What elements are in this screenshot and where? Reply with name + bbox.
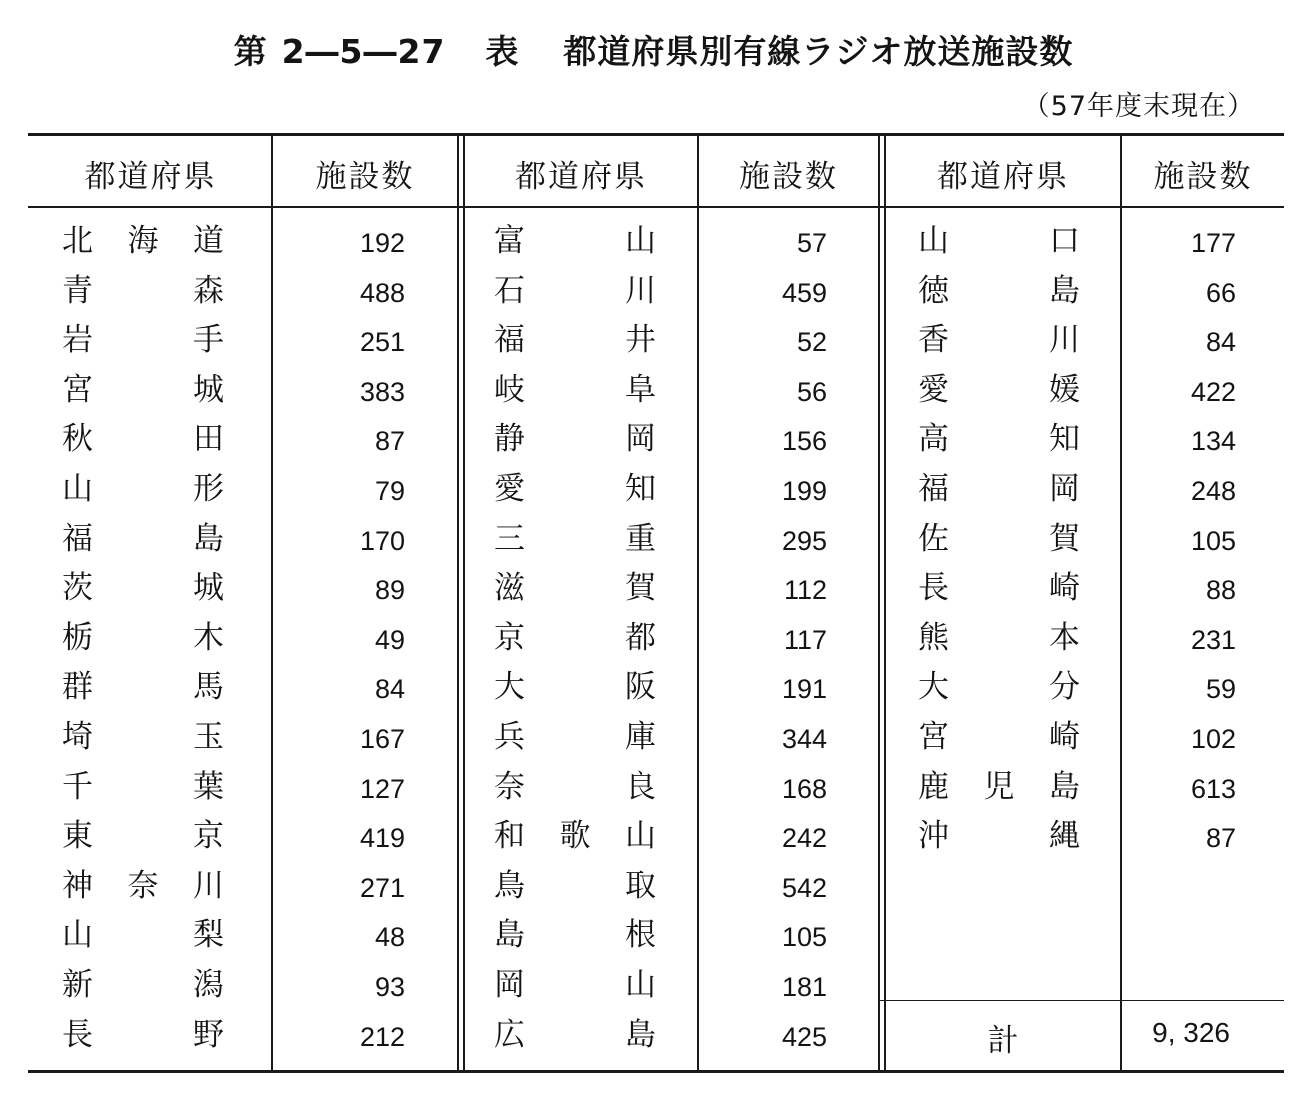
prefecture-name bbox=[62, 915, 224, 955]
facility-count: 248 bbox=[1190, 476, 1236, 506]
group-divider bbox=[878, 136, 880, 1070]
facility-count: 79 bbox=[374, 476, 405, 506]
prefecture-char: 大 bbox=[918, 669, 949, 706]
facility-count: 56 bbox=[796, 376, 827, 407]
prefecture-char: 庫 bbox=[625, 719, 656, 755]
prefecture-char: 取 bbox=[625, 867, 656, 904]
facility-count: 488 bbox=[359, 277, 405, 308]
prefecture-name bbox=[918, 519, 1080, 559]
prefecture-char: 滋 bbox=[494, 570, 525, 607]
prefecture-name bbox=[494, 667, 656, 707]
prefecture-char: 山 bbox=[625, 967, 656, 1003]
prefecture-char: 知 bbox=[625, 471, 656, 507]
prefecture-name bbox=[918, 667, 1080, 707]
col-divider bbox=[271, 136, 273, 1070]
group-divider bbox=[463, 136, 465, 1070]
prefecture-name bbox=[62, 320, 224, 360]
prefecture-name bbox=[918, 469, 1080, 509]
group-divider bbox=[884, 136, 886, 1070]
prefecture-char: 口 bbox=[1049, 223, 1080, 259]
facility-count: 59 bbox=[1205, 674, 1236, 705]
prefecture-char: 阜 bbox=[625, 371, 656, 408]
prefecture-char: 東 bbox=[62, 818, 93, 855]
prefecture-char: 京 bbox=[193, 818, 224, 855]
prefecture-char: 手 bbox=[193, 322, 224, 359]
title-prefix: 第 bbox=[233, 32, 268, 71]
prefecture-char: 島 bbox=[193, 520, 224, 557]
facility-count: 231 bbox=[1190, 624, 1236, 655]
prefecture-name bbox=[918, 568, 1080, 608]
facility-count: 57 bbox=[796, 228, 827, 258]
prefecture-char: 愛 bbox=[494, 471, 525, 507]
prefecture-name bbox=[62, 866, 224, 906]
prefecture-name bbox=[494, 915, 656, 955]
prefecture-char: 崎 bbox=[1049, 719, 1080, 755]
header-prefecture: 都道府県 bbox=[515, 159, 647, 195]
prefecture-char: 重 bbox=[625, 520, 656, 557]
prefecture-char: 山 bbox=[62, 917, 93, 954]
prefecture-name bbox=[494, 469, 656, 509]
prefecture-name bbox=[62, 519, 224, 559]
prefecture-char: 田 bbox=[193, 421, 224, 458]
facility-count: 344 bbox=[781, 724, 827, 754]
facility-count: 105 bbox=[1190, 525, 1236, 556]
facility-count: 117 bbox=[783, 624, 827, 655]
header-prefecture: 都道府県 bbox=[937, 159, 1069, 195]
prefecture-name bbox=[62, 419, 224, 459]
facility-count: 112 bbox=[783, 575, 827, 606]
facility-count: 199 bbox=[781, 476, 827, 506]
prefecture-char: 葉 bbox=[193, 768, 224, 805]
facility-count: 84 bbox=[374, 674, 405, 705]
header-count: 施設数 bbox=[739, 159, 838, 195]
prefecture-char: 徳 bbox=[918, 272, 949, 309]
bottom-rule bbox=[28, 1070, 1284, 1073]
prefecture-char: 北 bbox=[62, 223, 93, 259]
facility-count: 425 bbox=[781, 1021, 827, 1052]
prefecture-char: 和 bbox=[494, 818, 525, 855]
prefecture-name bbox=[918, 419, 1080, 459]
prefecture-char: 鹿 bbox=[918, 768, 949, 805]
prefecture-char: 井 bbox=[625, 322, 656, 359]
prefecture-name bbox=[494, 320, 656, 360]
prefecture-char: 本 bbox=[1049, 619, 1080, 656]
prefecture-name bbox=[494, 965, 656, 1005]
prefecture-char: 鳥 bbox=[494, 867, 525, 904]
total-value: 9, 326 bbox=[1152, 1017, 1230, 1048]
facility-count: 66 bbox=[1205, 277, 1236, 308]
prefecture-char: 歌 bbox=[559, 818, 591, 855]
prefecture-char: 形 bbox=[193, 471, 224, 507]
facility-count: 242 bbox=[781, 823, 827, 854]
prefecture-char: 佐 bbox=[918, 520, 949, 557]
facility-count: 192 bbox=[359, 228, 405, 258]
prefecture-name bbox=[918, 816, 1080, 856]
prefecture-char: 岩 bbox=[62, 322, 93, 359]
prefecture-name bbox=[494, 370, 656, 410]
facility-count: 168 bbox=[781, 773, 827, 804]
prefecture-name bbox=[494, 271, 656, 311]
prefecture-char: 根 bbox=[625, 917, 656, 954]
facility-count: 212 bbox=[359, 1021, 405, 1052]
facility-count: 87 bbox=[374, 426, 405, 457]
prefecture-name bbox=[62, 370, 224, 410]
facility-count: 134 bbox=[1190, 426, 1236, 457]
prefecture-name bbox=[62, 1015, 224, 1055]
prefecture-name bbox=[918, 370, 1080, 410]
prefecture-char: 高 bbox=[918, 421, 949, 458]
prefecture-char: 知 bbox=[1049, 421, 1080, 458]
prefecture-char: 児 bbox=[983, 768, 1015, 805]
prefecture-char: 川 bbox=[625, 272, 656, 309]
prefecture-char: 大 bbox=[494, 669, 525, 706]
prefecture-char: 島 bbox=[625, 1016, 656, 1053]
facility-count: 102 bbox=[1190, 724, 1236, 754]
prefecture-char: 神 bbox=[62, 867, 93, 904]
facility-count: 88 bbox=[1205, 575, 1236, 606]
prefecture-name bbox=[494, 618, 656, 658]
prefecture-char: 城 bbox=[193, 570, 224, 607]
prefecture-char: 岡 bbox=[625, 421, 656, 458]
header-prefecture: 都道府県 bbox=[84, 159, 217, 195]
prefecture-name bbox=[494, 221, 656, 261]
prefecture-name bbox=[494, 519, 656, 559]
facility-count: 459 bbox=[781, 277, 827, 308]
prefecture-name bbox=[494, 568, 656, 608]
prefecture-char: 道 bbox=[193, 223, 224, 259]
facility-count: 251 bbox=[359, 327, 405, 358]
prefecture-char: 石 bbox=[494, 272, 525, 309]
facility-count: 52 bbox=[796, 327, 827, 358]
facility-count: 181 bbox=[781, 972, 827, 1002]
prefecture-char: 広 bbox=[494, 1016, 525, 1053]
facility-count: 422 bbox=[1190, 376, 1236, 407]
facility-count: 170 bbox=[359, 525, 405, 556]
prefecture-char: 愛 bbox=[918, 371, 949, 408]
prefecture-char: 奈 bbox=[127, 867, 159, 904]
facility-count: 542 bbox=[781, 872, 827, 903]
header-rule bbox=[28, 206, 1284, 208]
prefecture-name bbox=[62, 816, 224, 856]
title-text: 都道府県別有線ラジオ放送施設数 bbox=[563, 32, 1074, 71]
prefecture-name bbox=[918, 271, 1080, 311]
prefecture-char: 奈 bbox=[494, 768, 525, 805]
prefecture-char: 川 bbox=[193, 867, 224, 904]
prefecture-name bbox=[494, 767, 656, 807]
facility-count: 191 bbox=[781, 674, 827, 705]
total-label: 計 bbox=[987, 1023, 1019, 1059]
prefecture-name bbox=[494, 816, 656, 856]
prefecture-char: 宮 bbox=[62, 371, 93, 408]
prefecture-name bbox=[494, 1015, 656, 1055]
prefecture-char: 千 bbox=[62, 768, 93, 805]
facility-count: 156 bbox=[781, 426, 827, 457]
prefecture-char: 都 bbox=[625, 619, 656, 656]
prefecture-char: 福 bbox=[62, 520, 93, 557]
prefecture-char: 城 bbox=[193, 371, 224, 408]
prefecture-char: 木 bbox=[193, 619, 224, 656]
prefecture-char: 島 bbox=[1049, 768, 1080, 805]
prefecture-name bbox=[494, 866, 656, 906]
prefecture-char: 山 bbox=[625, 818, 656, 855]
facility-count: 295 bbox=[781, 525, 827, 556]
prefecture-char: 富 bbox=[494, 223, 525, 259]
prefecture-char: 潟 bbox=[193, 967, 224, 1003]
prefecture-char: 馬 bbox=[193, 669, 224, 706]
prefecture-char: 分 bbox=[1049, 669, 1080, 706]
prefecture-char: 玉 bbox=[193, 719, 224, 755]
prefecture-name bbox=[62, 469, 224, 509]
prefecture-name bbox=[62, 767, 224, 807]
prefecture-char: 山 bbox=[918, 223, 949, 259]
prefecture-name bbox=[918, 320, 1080, 360]
facility-count: 271 bbox=[359, 872, 405, 903]
prefecture-char: 青 bbox=[62, 272, 93, 309]
facility-count: 87 bbox=[1205, 823, 1236, 854]
prefecture-name bbox=[918, 618, 1080, 658]
prefecture-char: 茨 bbox=[62, 570, 93, 607]
facility-count: 419 bbox=[359, 823, 405, 854]
prefecture-char: 宮 bbox=[918, 719, 949, 755]
title-number: 2―5―27 bbox=[281, 32, 446, 71]
prefecture-char: 三 bbox=[494, 520, 525, 557]
prefecture-char: 森 bbox=[193, 272, 224, 309]
title-suffix: 表 bbox=[485, 32, 520, 71]
prefecture-char: 栃 bbox=[62, 619, 93, 656]
facility-count: 127 bbox=[359, 773, 405, 804]
prefecture-char: 島 bbox=[1049, 272, 1080, 309]
prefecture-char: 岐 bbox=[494, 371, 525, 408]
prefecture-name bbox=[62, 618, 224, 658]
prefecture-name bbox=[918, 717, 1080, 757]
header-count: 施設数 bbox=[315, 159, 415, 195]
prefecture-char: 香 bbox=[918, 322, 949, 359]
prefecture-char: 良 bbox=[625, 768, 656, 805]
prefecture-char: 島 bbox=[494, 917, 525, 954]
prefecture-name bbox=[62, 568, 224, 608]
facility-count: 177 bbox=[1190, 228, 1236, 258]
prefecture-name bbox=[494, 419, 656, 459]
header-count: 施設数 bbox=[1153, 159, 1253, 195]
prefecture-name bbox=[918, 221, 1080, 261]
prefecture-char: 野 bbox=[193, 1016, 224, 1053]
col-divider bbox=[697, 136, 699, 1070]
prefecture-char: 長 bbox=[918, 570, 949, 607]
prefecture-char: 秋 bbox=[62, 421, 93, 458]
prefecture-char: 媛 bbox=[1049, 371, 1080, 408]
prefecture-char: 縄 bbox=[1049, 818, 1080, 855]
facility-count: 48 bbox=[374, 922, 405, 953]
group-divider bbox=[457, 136, 459, 1070]
prefecture-char: 沖 bbox=[918, 818, 949, 855]
prefecture-char: 熊 bbox=[918, 619, 949, 656]
prefecture-char: 新 bbox=[62, 967, 93, 1003]
prefecture-name bbox=[62, 965, 224, 1005]
prefecture-char: 賀 bbox=[1049, 520, 1080, 557]
facility-count: 49 bbox=[374, 624, 405, 655]
prefecture-char: 群 bbox=[62, 669, 93, 706]
prefecture-name bbox=[62, 271, 224, 311]
prefecture-name bbox=[62, 717, 224, 757]
prefecture-char: 梨 bbox=[193, 917, 224, 954]
facility-count: 84 bbox=[1205, 327, 1236, 358]
prefecture-char: 崎 bbox=[1049, 570, 1080, 607]
prefecture-name bbox=[62, 667, 224, 707]
prefecture-name bbox=[918, 767, 1080, 807]
prefecture-char: 海 bbox=[127, 223, 159, 259]
prefecture-char: 静 bbox=[494, 421, 525, 458]
prefecture-char: 兵 bbox=[494, 719, 525, 755]
date-note: （57年度末現在） bbox=[1022, 91, 1255, 122]
prefecture-char: 福 bbox=[494, 322, 525, 359]
prefecture-char: 賀 bbox=[625, 570, 656, 607]
prefecture-char: 埼 bbox=[62, 719, 93, 755]
facility-count: 105 bbox=[781, 922, 827, 953]
prefecture-char: 京 bbox=[494, 619, 525, 656]
facility-count: 89 bbox=[374, 575, 405, 606]
facility-count: 383 bbox=[359, 376, 405, 407]
facility-count: 167 bbox=[359, 724, 405, 754]
top-rule bbox=[28, 133, 1284, 136]
total-rule bbox=[878, 1000, 1284, 1001]
prefecture-char: 阪 bbox=[625, 669, 656, 706]
prefecture-char: 岡 bbox=[494, 967, 525, 1003]
prefecture-char: 川 bbox=[1049, 322, 1080, 359]
prefecture-char: 山 bbox=[625, 223, 656, 259]
table-title bbox=[0, 26, 1307, 73]
prefecture-name bbox=[62, 221, 224, 261]
facility-count: 613 bbox=[1190, 773, 1236, 804]
prefecture-char: 福 bbox=[918, 471, 949, 507]
prefecture-name bbox=[494, 717, 656, 757]
prefecture-char: 岡 bbox=[1049, 471, 1080, 507]
prefecture-char: 長 bbox=[62, 1016, 93, 1053]
prefecture-char: 山 bbox=[62, 471, 93, 507]
facility-count: 93 bbox=[374, 972, 405, 1002]
